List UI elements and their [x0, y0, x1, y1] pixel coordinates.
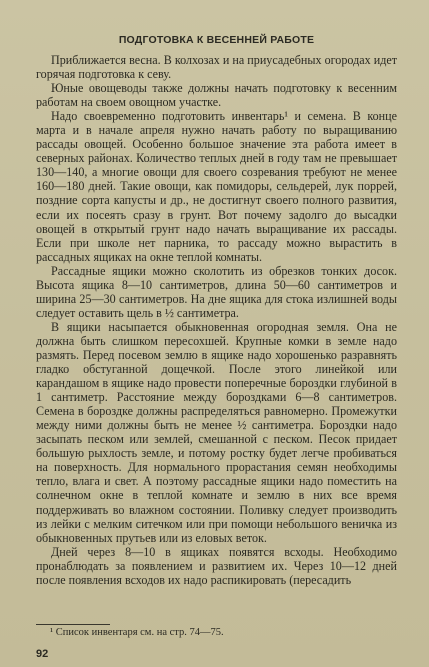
section-title: ПОДГОТОВКА К ВЕСЕННЕЙ РАБОТЕ — [118, 34, 315, 46]
body-text — [36, 53, 397, 587]
footnote-divider — [36, 624, 110, 625]
footnote: ¹ Список инвентаря см. на стр. 74—75. — [50, 627, 224, 638]
paragraph: В ящики насыпается обыкновенная огородная земля. Она не должна быть слишком пересохшей. Крупные комки в земле надо размять. Перед посевом землю в ящике надо хорошенько разравнять гладко обстуганной дощечкой. После этого линейкой или карандашом в ящике надо провести поперечные бороздки глубиной в 1 сантиметр. Расстояние между бороздками 6—8 сантиметров. Семена в бороздке должны распределяться равномерно. Промежутки между ними должны быть не менее ½ сантиметра. Бороздки надо засыпать песком или землей, смешанной с песком. Песок придает большую рыхлость земле, и потому ростку будет легче пробиваться на поверхность. Для нормального прорастания семян необходимы тепло, влага и свет. А поэтому рассадные ящики надо поместить на солнечном окне в теплой комнате и землю в них все время поддерживать во влажном состоянии. Поливку следует производить из лейки с мелким ситечком или при помощи небольшого веничка из обыкновенных прутьев или из еловых веток. — [36, 319, 397, 545]
page-number: 92 — [36, 648, 49, 660]
paragraph: Дней через 8—10 в ящиках появятся всходы. Необходимо пронаблюдать за появлением и развитием их. Через 10—12 дней после появления всходов их надо распикировать (пересадить — [36, 544, 397, 587]
paragraph: Рассадные ящики можно сколотить из обрезков тонких досок. Высота ящика 8—10 сантиметров, длина 50—60 сантиметров и ширина 25—30 сантиметров. На дне ящика для стока излишней воды следует оставить щель в ½ сантиметра. — [36, 263, 397, 320]
paragraph: Надо своевременно подготовить инвентарь¹ и семена. В конце марта и в начале апреля нужно начать работу по выращиванию рассады овощей. Особенно большое значение эта работа имеет в северных районах. Количество теплых дней в году там не превышает 130—140, а многие овощи для своего созревания требуют не менее 160—180 дней. Такие овощи, как помидоры, сельдерей, лук поррей, поздние сорта капусты и др., не достигнут своего полного развития, если их посеять сразу в грунт. Вот почему задолго до высадки овощей в открытый грунт надо начать выращивание их рассады. Если при школе нет парника, то рассаду можно вырастить в рассадных ящиках на окне теплой комнаты. — [36, 109, 397, 264]
paragraph: Приближается весна. В колхозах и на приусадебных огородах идет горячая подготовка к севу. — [36, 53, 397, 82]
paragraph: Юные овощеводы также должны начать подготовку к весенним работам на своем овощном участке. — [36, 81, 397, 110]
